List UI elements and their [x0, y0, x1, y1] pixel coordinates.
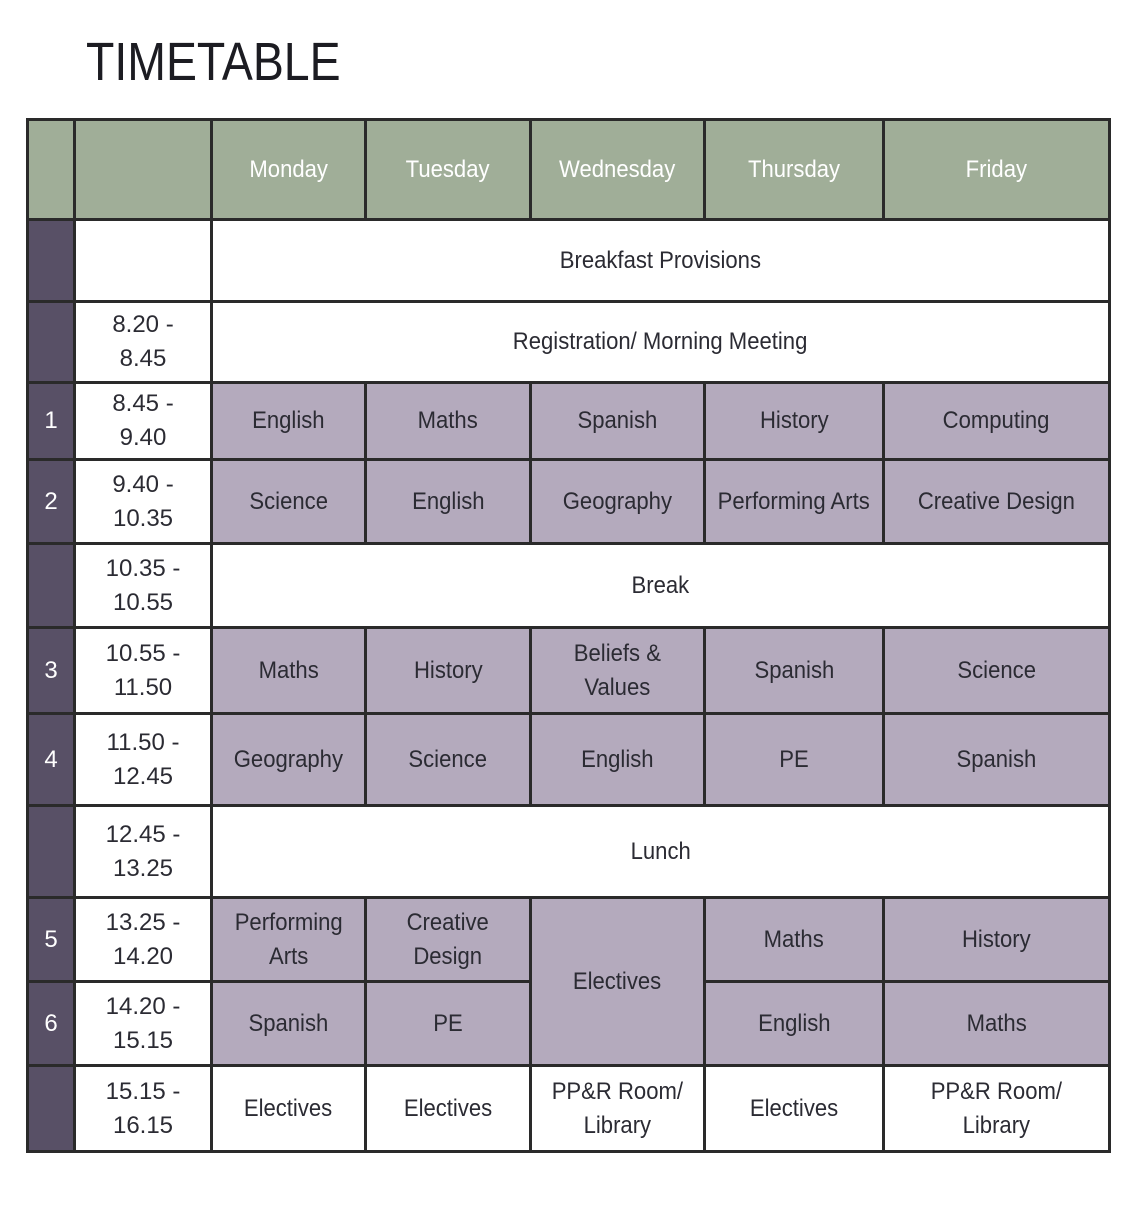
lesson-cell: Maths — [366, 383, 531, 460]
lesson-cell: English — [531, 714, 705, 806]
time-cell: 15.15 - 16.15 — [75, 1066, 212, 1152]
period-number-cell — [28, 806, 75, 898]
lesson-cell: Computing — [884, 383, 1110, 460]
header-corner-cell — [28, 120, 75, 220]
activity-cell: PP&R Room/ Library — [531, 1066, 705, 1152]
activity-cell: Electives — [212, 1066, 366, 1152]
period-number-cell: 2 — [28, 460, 75, 544]
lunch-cell: Lunch — [212, 806, 1110, 898]
table-row-final — [28, 1066, 1110, 1152]
table-row-registration — [28, 302, 1110, 383]
lesson-cell: Geography — [212, 714, 366, 806]
period-number-cell — [28, 1066, 75, 1152]
time-cell: 14.20 - 15.15 — [75, 982, 212, 1066]
lesson-cell: Spanish — [884, 714, 1110, 806]
lesson-cell: English — [705, 982, 884, 1066]
table-row-breakfast — [28, 220, 1110, 302]
lesson-cell: History — [705, 383, 884, 460]
lesson-cell: History — [884, 898, 1110, 982]
header-time-cell — [75, 120, 212, 220]
time-cell — [75, 220, 212, 302]
table-row-period-3 — [28, 628, 1110, 714]
lesson-cell: Spanish — [212, 982, 366, 1066]
lesson-cell: English — [366, 460, 531, 544]
day-header-wednesday: Wednesday — [531, 120, 705, 220]
lesson-cell: Spanish — [531, 383, 705, 460]
lesson-cell: Performing Arts — [212, 898, 366, 982]
page-title: TIMETABLE — [86, 32, 341, 92]
lesson-cell: English — [212, 383, 366, 460]
day-header-thursday: Thursday — [705, 120, 884, 220]
lesson-cell: Science — [884, 628, 1110, 714]
time-cell: 10.35 - 10.55 — [75, 544, 212, 628]
lesson-cell: Spanish — [705, 628, 884, 714]
lesson-cell: History — [366, 628, 531, 714]
time-cell: 11.50 - 12.45 — [75, 714, 212, 806]
header-row — [28, 120, 1110, 220]
period-number-cell: 6 — [28, 982, 75, 1066]
period-number-cell — [28, 302, 75, 383]
time-cell: 10.55 - 11.50 — [75, 628, 212, 714]
lesson-cell: Maths — [884, 982, 1110, 1066]
activity-cell: Electives — [705, 1066, 884, 1152]
electives-block-cell: Electives — [531, 898, 705, 1066]
day-header-tuesday: Tuesday — [366, 120, 531, 220]
period-number-cell: 3 — [28, 628, 75, 714]
time-cell: 12.45 - 13.25 — [75, 806, 212, 898]
period-number-cell: 4 — [28, 714, 75, 806]
activity-cell: PP&R Room/ Library — [884, 1066, 1110, 1152]
lesson-cell: Science — [366, 714, 531, 806]
table-row-break — [28, 544, 1110, 628]
period-number-cell: 1 — [28, 383, 75, 460]
break-cell: Break — [212, 544, 1110, 628]
timetable — [26, 118, 1111, 1153]
lesson-cell: Performing Arts — [705, 460, 884, 544]
lesson-cell: Maths — [705, 898, 884, 982]
period-number-cell — [28, 220, 75, 302]
lesson-cell: PE — [705, 714, 884, 806]
lesson-cell: PE — [366, 982, 531, 1066]
period-number-cell — [28, 544, 75, 628]
period-number-cell: 5 — [28, 898, 75, 982]
table-row-period-4 — [28, 714, 1110, 806]
table-row-lunch — [28, 806, 1110, 898]
time-cell: 8.20 - 8.45 — [75, 302, 212, 383]
lesson-cell: Maths — [212, 628, 366, 714]
breakfast-cell: Breakfast Provisions — [212, 220, 1110, 302]
registration-cell: Registration/ Morning Meeting — [212, 302, 1110, 383]
lesson-cell: Beliefs & Values — [531, 628, 705, 714]
time-cell: 9.40 - 10.35 — [75, 460, 212, 544]
day-header-monday: Monday — [212, 120, 366, 220]
table-row-period-1 — [28, 383, 1110, 460]
lesson-cell: Creative Design — [366, 898, 531, 982]
table-row-period-5 — [28, 898, 1110, 982]
time-cell: 8.45 - 9.40 — [75, 383, 212, 460]
day-header-friday: Friday — [884, 120, 1110, 220]
lesson-cell: Creative Design — [884, 460, 1110, 544]
time-cell: 13.25 - 14.20 — [75, 898, 212, 982]
lesson-cell: Geography — [531, 460, 705, 544]
activity-cell: Electives — [366, 1066, 531, 1152]
table-row-period-2 — [28, 460, 1110, 544]
lesson-cell: Science — [212, 460, 366, 544]
